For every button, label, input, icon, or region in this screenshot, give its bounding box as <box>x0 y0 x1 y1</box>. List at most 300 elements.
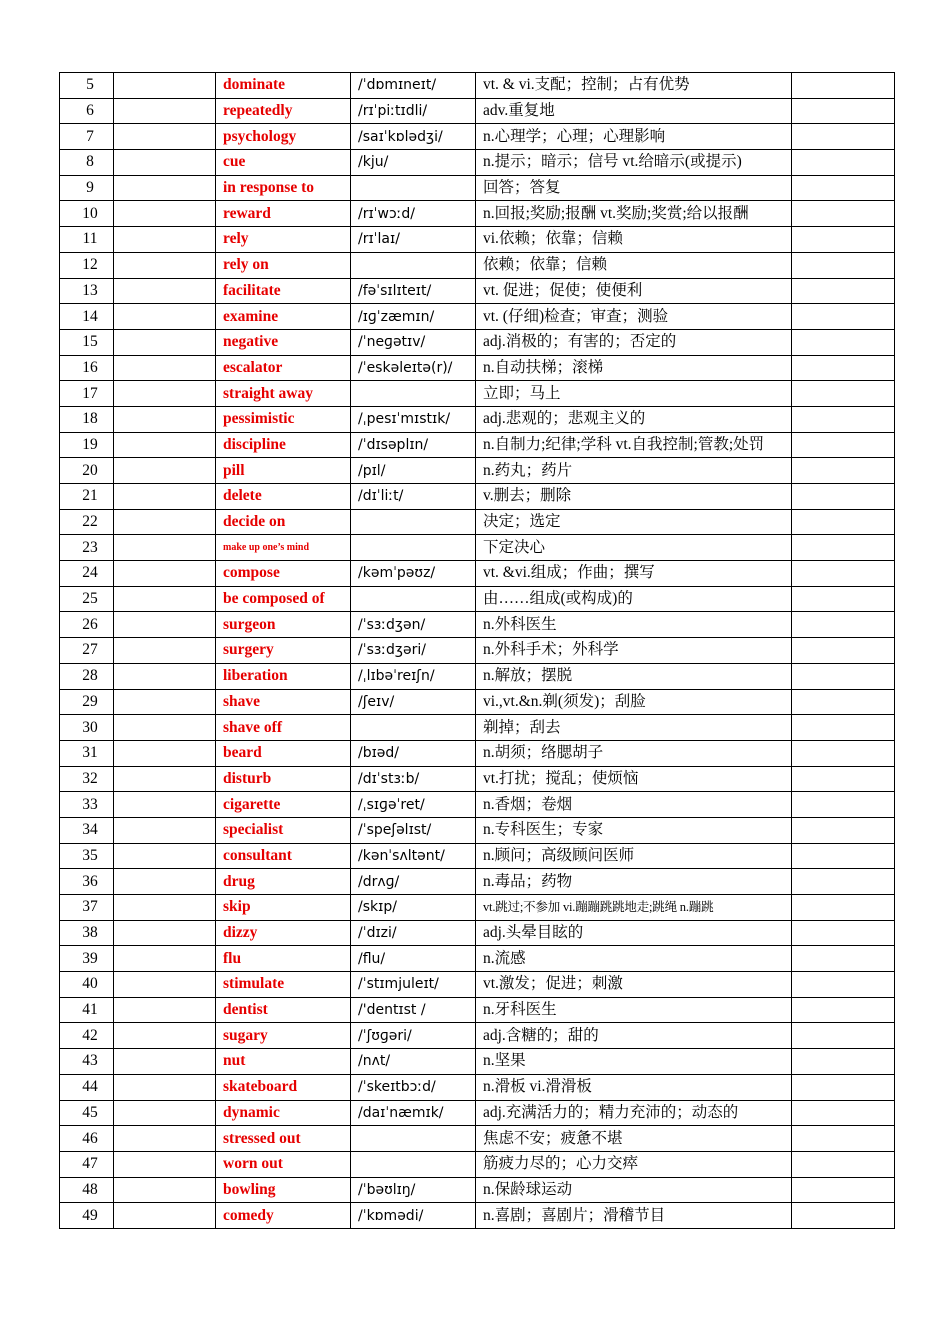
row-number-cell: 33 <box>60 792 114 818</box>
word-cell: discipline <box>216 432 351 458</box>
empty-cell <box>114 201 216 227</box>
empty-cell <box>792 561 895 587</box>
word-cell: surgeon <box>216 612 351 638</box>
word-cell: decide on <box>216 509 351 535</box>
table-row <box>60 895 895 921</box>
table-row <box>60 484 895 510</box>
meaning-cell: v.删去；删除 <box>476 484 792 510</box>
row-number-cell: 12 <box>60 252 114 278</box>
table-row <box>60 972 895 998</box>
table-row <box>60 817 895 843</box>
empty-cell <box>792 227 895 253</box>
empty-cell <box>792 98 895 124</box>
empty-cell <box>114 766 216 792</box>
empty-cell <box>792 175 895 201</box>
row-number-cell: 27 <box>60 638 114 664</box>
phonetic-cell: /dɪˈstɜːb/ <box>351 766 476 792</box>
empty-cell <box>114 484 216 510</box>
word-cell: skateboard <box>216 1074 351 1100</box>
empty-cell <box>114 73 216 99</box>
table-row <box>60 1023 895 1049</box>
row-number-cell: 15 <box>60 329 114 355</box>
empty-cell <box>114 689 216 715</box>
empty-cell <box>792 535 895 561</box>
phonetic-cell <box>351 175 476 201</box>
empty-cell <box>114 663 216 689</box>
row-number-cell: 24 <box>60 561 114 587</box>
word-cell: rely on <box>216 252 351 278</box>
empty-cell <box>114 920 216 946</box>
phonetic-cell: /ˈskeɪtbɔːd/ <box>351 1074 476 1100</box>
meaning-cell: adj.消极的；有害的；否定的 <box>476 329 792 355</box>
empty-cell <box>792 689 895 715</box>
row-number-cell: 21 <box>60 484 114 510</box>
table-row <box>60 740 895 766</box>
phonetic-cell <box>351 715 476 741</box>
empty-cell <box>114 843 216 869</box>
row-number-cell: 5 <box>60 73 114 99</box>
row-number-cell: 43 <box>60 1049 114 1075</box>
meaning-cell: n.滑板 vi.滑滑板 <box>476 1074 792 1100</box>
empty-cell <box>114 817 216 843</box>
empty-cell <box>114 869 216 895</box>
meaning-cell: n.外科医生 <box>476 612 792 638</box>
empty-cell <box>792 381 895 407</box>
empty-cell <box>792 73 895 99</box>
phonetic-cell: /ˈeskəleɪtə(r)/ <box>351 355 476 381</box>
word-cell: dentist <box>216 997 351 1023</box>
table-row <box>60 869 895 895</box>
meaning-cell: 下定决心 <box>476 535 792 561</box>
table-row <box>60 561 895 587</box>
empty-cell <box>114 1177 216 1203</box>
table-row <box>60 252 895 278</box>
phonetic-cell: /rɪˈpiːtɪdli/ <box>351 98 476 124</box>
empty-cell <box>114 740 216 766</box>
empty-cell <box>114 329 216 355</box>
empty-cell <box>792 1203 895 1229</box>
empty-cell <box>792 586 895 612</box>
empty-cell <box>114 972 216 998</box>
empty-cell <box>114 1126 216 1152</box>
word-cell: cigarette <box>216 792 351 818</box>
phonetic-cell: /ˌpesɪˈmɪstɪk/ <box>351 406 476 432</box>
phonetic-cell: /ˌlɪbəˈreɪʃn/ <box>351 663 476 689</box>
empty-cell <box>114 252 216 278</box>
meaning-cell: n.提示；暗示；信号 vt.给暗示(或提示) <box>476 150 792 176</box>
row-number-cell: 22 <box>60 509 114 535</box>
meaning-cell: adj.含糖的；甜的 <box>476 1023 792 1049</box>
empty-cell <box>114 715 216 741</box>
empty-cell <box>114 895 216 921</box>
word-cell: stressed out <box>216 1126 351 1152</box>
word-cell: negative <box>216 329 351 355</box>
phonetic-cell: /ˈstɪmjuleɪt/ <box>351 972 476 998</box>
row-number-cell: 31 <box>60 740 114 766</box>
phonetic-cell: /pɪl/ <box>351 458 476 484</box>
meaning-cell: n.解放；摆脱 <box>476 663 792 689</box>
empty-cell <box>114 535 216 561</box>
phonetic-cell: /ɪɡˈzæmɪn/ <box>351 304 476 330</box>
phonetic-cell: /drʌɡ/ <box>351 869 476 895</box>
empty-cell <box>114 278 216 304</box>
table-row <box>60 1049 895 1075</box>
table-row <box>60 175 895 201</box>
word-cell: rely <box>216 227 351 253</box>
empty-cell <box>792 1177 895 1203</box>
phonetic-cell: /ˈbəʊlɪŋ/ <box>351 1177 476 1203</box>
row-number-cell: 23 <box>60 535 114 561</box>
empty-cell <box>114 150 216 176</box>
word-cell: worn out <box>216 1151 351 1177</box>
row-number-cell: 8 <box>60 150 114 176</box>
phonetic-cell: /saɪˈkɒlədʒi/ <box>351 124 476 150</box>
empty-cell <box>792 817 895 843</box>
row-number-cell: 29 <box>60 689 114 715</box>
empty-cell <box>792 792 895 818</box>
phonetic-cell <box>351 381 476 407</box>
row-number-cell: 6 <box>60 98 114 124</box>
row-number-cell: 41 <box>60 997 114 1023</box>
table-row <box>60 946 895 972</box>
empty-cell <box>114 406 216 432</box>
table-row <box>60 201 895 227</box>
word-cell: specialist <box>216 817 351 843</box>
table-row <box>60 1203 895 1229</box>
table-row <box>60 1177 895 1203</box>
meaning-cell: 立即；马上 <box>476 381 792 407</box>
empty-cell <box>114 355 216 381</box>
word-cell: bowling <box>216 1177 351 1203</box>
meaning-cell: n.毒品；药物 <box>476 869 792 895</box>
table-row <box>60 406 895 432</box>
table-row <box>60 509 895 535</box>
meaning-cell: vt.打扰；搅乱；使烦恼 <box>476 766 792 792</box>
empty-cell <box>114 946 216 972</box>
meaning-cell: 筋疲力尽的；心力交瘁 <box>476 1151 792 1177</box>
phonetic-cell: /ˈdɪsəplɪn/ <box>351 432 476 458</box>
phonetic-cell <box>351 535 476 561</box>
word-cell: beard <box>216 740 351 766</box>
empty-cell <box>792 997 895 1023</box>
empty-cell <box>792 920 895 946</box>
meaning-cell: 回答；答复 <box>476 175 792 201</box>
word-cell: pessimistic <box>216 406 351 432</box>
phonetic-cell: /ˈdɒmɪneɪt/ <box>351 73 476 99</box>
table-row <box>60 612 895 638</box>
word-cell: consultant <box>216 843 351 869</box>
empty-cell <box>792 432 895 458</box>
meaning-cell: adj.悲观的；悲观主义的 <box>476 406 792 432</box>
row-number-cell: 20 <box>60 458 114 484</box>
phonetic-cell: /kəmˈpəʊz/ <box>351 561 476 587</box>
empty-cell <box>792 484 895 510</box>
phonetic-cell: /rɪˈlaɪ/ <box>351 227 476 253</box>
row-number-cell: 13 <box>60 278 114 304</box>
table-row <box>60 1126 895 1152</box>
phonetic-cell: /'dentɪst / <box>351 997 476 1023</box>
table-row <box>60 98 895 124</box>
empty-cell <box>114 509 216 535</box>
row-number-cell: 26 <box>60 612 114 638</box>
table-row <box>60 432 895 458</box>
meaning-cell: 依赖；依靠；信赖 <box>476 252 792 278</box>
phonetic-cell: /ˈʃʊɡəri/ <box>351 1023 476 1049</box>
phonetic-cell: /flu/ <box>351 946 476 972</box>
row-number-cell: 18 <box>60 406 114 432</box>
empty-cell <box>114 586 216 612</box>
row-number-cell: 47 <box>60 1151 114 1177</box>
empty-cell <box>114 432 216 458</box>
phonetic-cell: /ˈspeʃəlɪst/ <box>351 817 476 843</box>
word-cell: in response to <box>216 175 351 201</box>
word-cell: delete <box>216 484 351 510</box>
word-cell: shave off <box>216 715 351 741</box>
row-number-cell: 16 <box>60 355 114 381</box>
empty-cell <box>792 1074 895 1100</box>
empty-cell <box>114 1049 216 1075</box>
meaning-cell: n.香烟；卷烟 <box>476 792 792 818</box>
word-cell: skip <box>216 895 351 921</box>
empty-cell <box>114 1203 216 1229</box>
empty-cell <box>792 895 895 921</box>
meaning-cell: vt. 促进；促使；使便利 <box>476 278 792 304</box>
empty-cell <box>792 946 895 972</box>
empty-cell <box>114 458 216 484</box>
table-row <box>60 458 895 484</box>
phonetic-cell: /rɪˈwɔːd/ <box>351 201 476 227</box>
table-row <box>60 843 895 869</box>
empty-cell <box>114 381 216 407</box>
word-cell: drug <box>216 869 351 895</box>
phonetic-cell: /ʃeɪv/ <box>351 689 476 715</box>
empty-cell <box>114 175 216 201</box>
table-row <box>60 304 895 330</box>
word-cell: repeatedly <box>216 98 351 124</box>
empty-cell <box>114 997 216 1023</box>
table-row <box>60 381 895 407</box>
word-cell: comedy <box>216 1203 351 1229</box>
meaning-cell: n.自制力;纪律;学科 vt.自我控制;管教;处罚 <box>476 432 792 458</box>
empty-cell <box>792 355 895 381</box>
word-cell: shave <box>216 689 351 715</box>
empty-cell <box>792 1151 895 1177</box>
row-number-cell: 42 <box>60 1023 114 1049</box>
empty-cell <box>792 278 895 304</box>
phonetic-cell <box>351 1151 476 1177</box>
table-row <box>60 150 895 176</box>
word-cell: dizzy <box>216 920 351 946</box>
empty-cell <box>792 458 895 484</box>
table-row <box>60 355 895 381</box>
row-number-cell: 17 <box>60 381 114 407</box>
word-cell: disturb <box>216 766 351 792</box>
table-row <box>60 329 895 355</box>
row-number-cell: 49 <box>60 1203 114 1229</box>
table-row <box>60 1100 895 1126</box>
table-row <box>60 920 895 946</box>
empty-cell <box>114 612 216 638</box>
word-cell: liberation <box>216 663 351 689</box>
vocabulary-table <box>59 72 895 1229</box>
meaning-cell: n.牙科医生 <box>476 997 792 1023</box>
word-cell: straight away <box>216 381 351 407</box>
empty-cell <box>792 740 895 766</box>
meaning-cell: 由……组成(或构成)的 <box>476 586 792 612</box>
row-number-cell: 37 <box>60 895 114 921</box>
word-cell: reward <box>216 201 351 227</box>
meaning-cell: vi.依赖；依靠；信赖 <box>476 227 792 253</box>
empty-cell <box>792 663 895 689</box>
word-cell: sugary <box>216 1023 351 1049</box>
row-number-cell: 32 <box>60 766 114 792</box>
word-cell: facilitate <box>216 278 351 304</box>
phonetic-cell: /fəˈsɪlɪteɪt/ <box>351 278 476 304</box>
row-number-cell: 34 <box>60 817 114 843</box>
empty-cell <box>792 612 895 638</box>
empty-cell <box>792 869 895 895</box>
phonetic-cell: /bɪəd/ <box>351 740 476 766</box>
meaning-cell: vt.激发；促进；刺激 <box>476 972 792 998</box>
row-number-cell: 9 <box>60 175 114 201</box>
empty-cell <box>114 792 216 818</box>
empty-cell <box>792 150 895 176</box>
meaning-cell: n.顾问；高级顾问医师 <box>476 843 792 869</box>
phonetic-cell: /ˈdɪzi/ <box>351 920 476 946</box>
empty-cell <box>114 1151 216 1177</box>
table-row <box>60 73 895 99</box>
phonetic-cell <box>351 1126 476 1152</box>
empty-cell <box>792 406 895 432</box>
phonetic-cell: /ˈneɡətɪv/ <box>351 329 476 355</box>
row-number-cell: 40 <box>60 972 114 998</box>
empty-cell <box>792 1126 895 1152</box>
row-number-cell: 10 <box>60 201 114 227</box>
word-cell: flu <box>216 946 351 972</box>
empty-cell <box>792 1023 895 1049</box>
row-number-cell: 14 <box>60 304 114 330</box>
table-row <box>60 715 895 741</box>
empty-cell <box>792 509 895 535</box>
row-number-cell: 48 <box>60 1177 114 1203</box>
phonetic-cell <box>351 509 476 535</box>
phonetic-cell: /kənˈsʌltənt/ <box>351 843 476 869</box>
word-cell: pill <box>216 458 351 484</box>
meaning-cell: n.坚果 <box>476 1049 792 1075</box>
table-row <box>60 1074 895 1100</box>
phonetic-cell: /ˈsɜːdʒəri/ <box>351 638 476 664</box>
row-number-cell: 45 <box>60 1100 114 1126</box>
word-cell: stimulate <box>216 972 351 998</box>
phonetic-cell: /dɪˈliːt/ <box>351 484 476 510</box>
empty-cell <box>114 638 216 664</box>
row-number-cell: 35 <box>60 843 114 869</box>
empty-cell <box>114 304 216 330</box>
meaning-cell: vt.跳过;不参加 vi.蹦蹦跳跳地走;跳绳 n.蹦跳 <box>476 895 792 921</box>
empty-cell <box>114 124 216 150</box>
meaning-cell: n.胡须；络腮胡子 <box>476 740 792 766</box>
meaning-cell: vt. (仔细)检查；审查；测验 <box>476 304 792 330</box>
phonetic-cell <box>351 252 476 278</box>
meaning-cell: adv.重复地 <box>476 98 792 124</box>
empty-cell <box>792 329 895 355</box>
table-row <box>60 227 895 253</box>
meaning-cell: vt. & vi.支配；控制；占有优势 <box>476 73 792 99</box>
row-number-cell: 39 <box>60 946 114 972</box>
row-number-cell: 38 <box>60 920 114 946</box>
table-row <box>60 124 895 150</box>
word-cell: dominate <box>216 73 351 99</box>
table-row <box>60 689 895 715</box>
table-row <box>60 792 895 818</box>
empty-cell <box>114 1100 216 1126</box>
phonetic-cell: /ˈsɜːdʒən/ <box>351 612 476 638</box>
empty-cell <box>792 304 895 330</box>
word-cell: examine <box>216 304 351 330</box>
empty-cell <box>792 638 895 664</box>
table-row <box>60 586 895 612</box>
table-row <box>60 278 895 304</box>
meaning-cell: vt. &vi.组成；作曲；撰写 <box>476 561 792 587</box>
meaning-cell: 决定；选定 <box>476 509 792 535</box>
empty-cell <box>792 124 895 150</box>
row-number-cell: 30 <box>60 715 114 741</box>
row-number-cell: 46 <box>60 1126 114 1152</box>
word-cell: compose <box>216 561 351 587</box>
empty-cell <box>792 766 895 792</box>
table-row <box>60 638 895 664</box>
empty-cell <box>792 252 895 278</box>
word-cell: psychology <box>216 124 351 150</box>
word-cell: cue <box>216 150 351 176</box>
empty-cell <box>792 972 895 998</box>
row-number-cell: 44 <box>60 1074 114 1100</box>
meaning-cell: n.流感 <box>476 946 792 972</box>
meaning-cell: n.外科手术；外科学 <box>476 638 792 664</box>
table-row <box>60 997 895 1023</box>
word-cell: be composed of <box>216 586 351 612</box>
meaning-cell: n.自动扶梯；滚梯 <box>476 355 792 381</box>
meaning-cell: n.心理学；心理；心理影响 <box>476 124 792 150</box>
meaning-cell: n.药丸；药片 <box>476 458 792 484</box>
row-number-cell: 11 <box>60 227 114 253</box>
empty-cell <box>792 1049 895 1075</box>
empty-cell <box>792 843 895 869</box>
empty-cell <box>792 201 895 227</box>
meaning-cell: n.专科医生；专家 <box>476 817 792 843</box>
word-cell: nut <box>216 1049 351 1075</box>
table-row <box>60 535 895 561</box>
phonetic-cell: /daɪˈnæmɪk/ <box>351 1100 476 1126</box>
phonetic-cell: /skɪp/ <box>351 895 476 921</box>
phonetic-cell: /ˈkɒmədi/ <box>351 1203 476 1229</box>
meaning-cell: 剃掉；刮去 <box>476 715 792 741</box>
meaning-cell: vi.,vt.&n.剃(须发)；刮脸 <box>476 689 792 715</box>
phonetic-cell: /ˌsɪɡəˈret/ <box>351 792 476 818</box>
word-cell: make up one’s mind <box>216 535 351 561</box>
phonetic-cell: /kju/ <box>351 150 476 176</box>
phonetic-cell: /nʌt/ <box>351 1049 476 1075</box>
meaning-cell: adj.头晕目眩的 <box>476 920 792 946</box>
vocabulary-table-body <box>60 73 895 1229</box>
table-row <box>60 663 895 689</box>
row-number-cell: 19 <box>60 432 114 458</box>
row-number-cell: 7 <box>60 124 114 150</box>
meaning-cell: n.回报;奖励;报酬 vt.奖励;奖赏;给以报酬 <box>476 201 792 227</box>
phonetic-cell <box>351 586 476 612</box>
meaning-cell: n.喜剧；喜剧片；滑稽节目 <box>476 1203 792 1229</box>
empty-cell <box>114 98 216 124</box>
